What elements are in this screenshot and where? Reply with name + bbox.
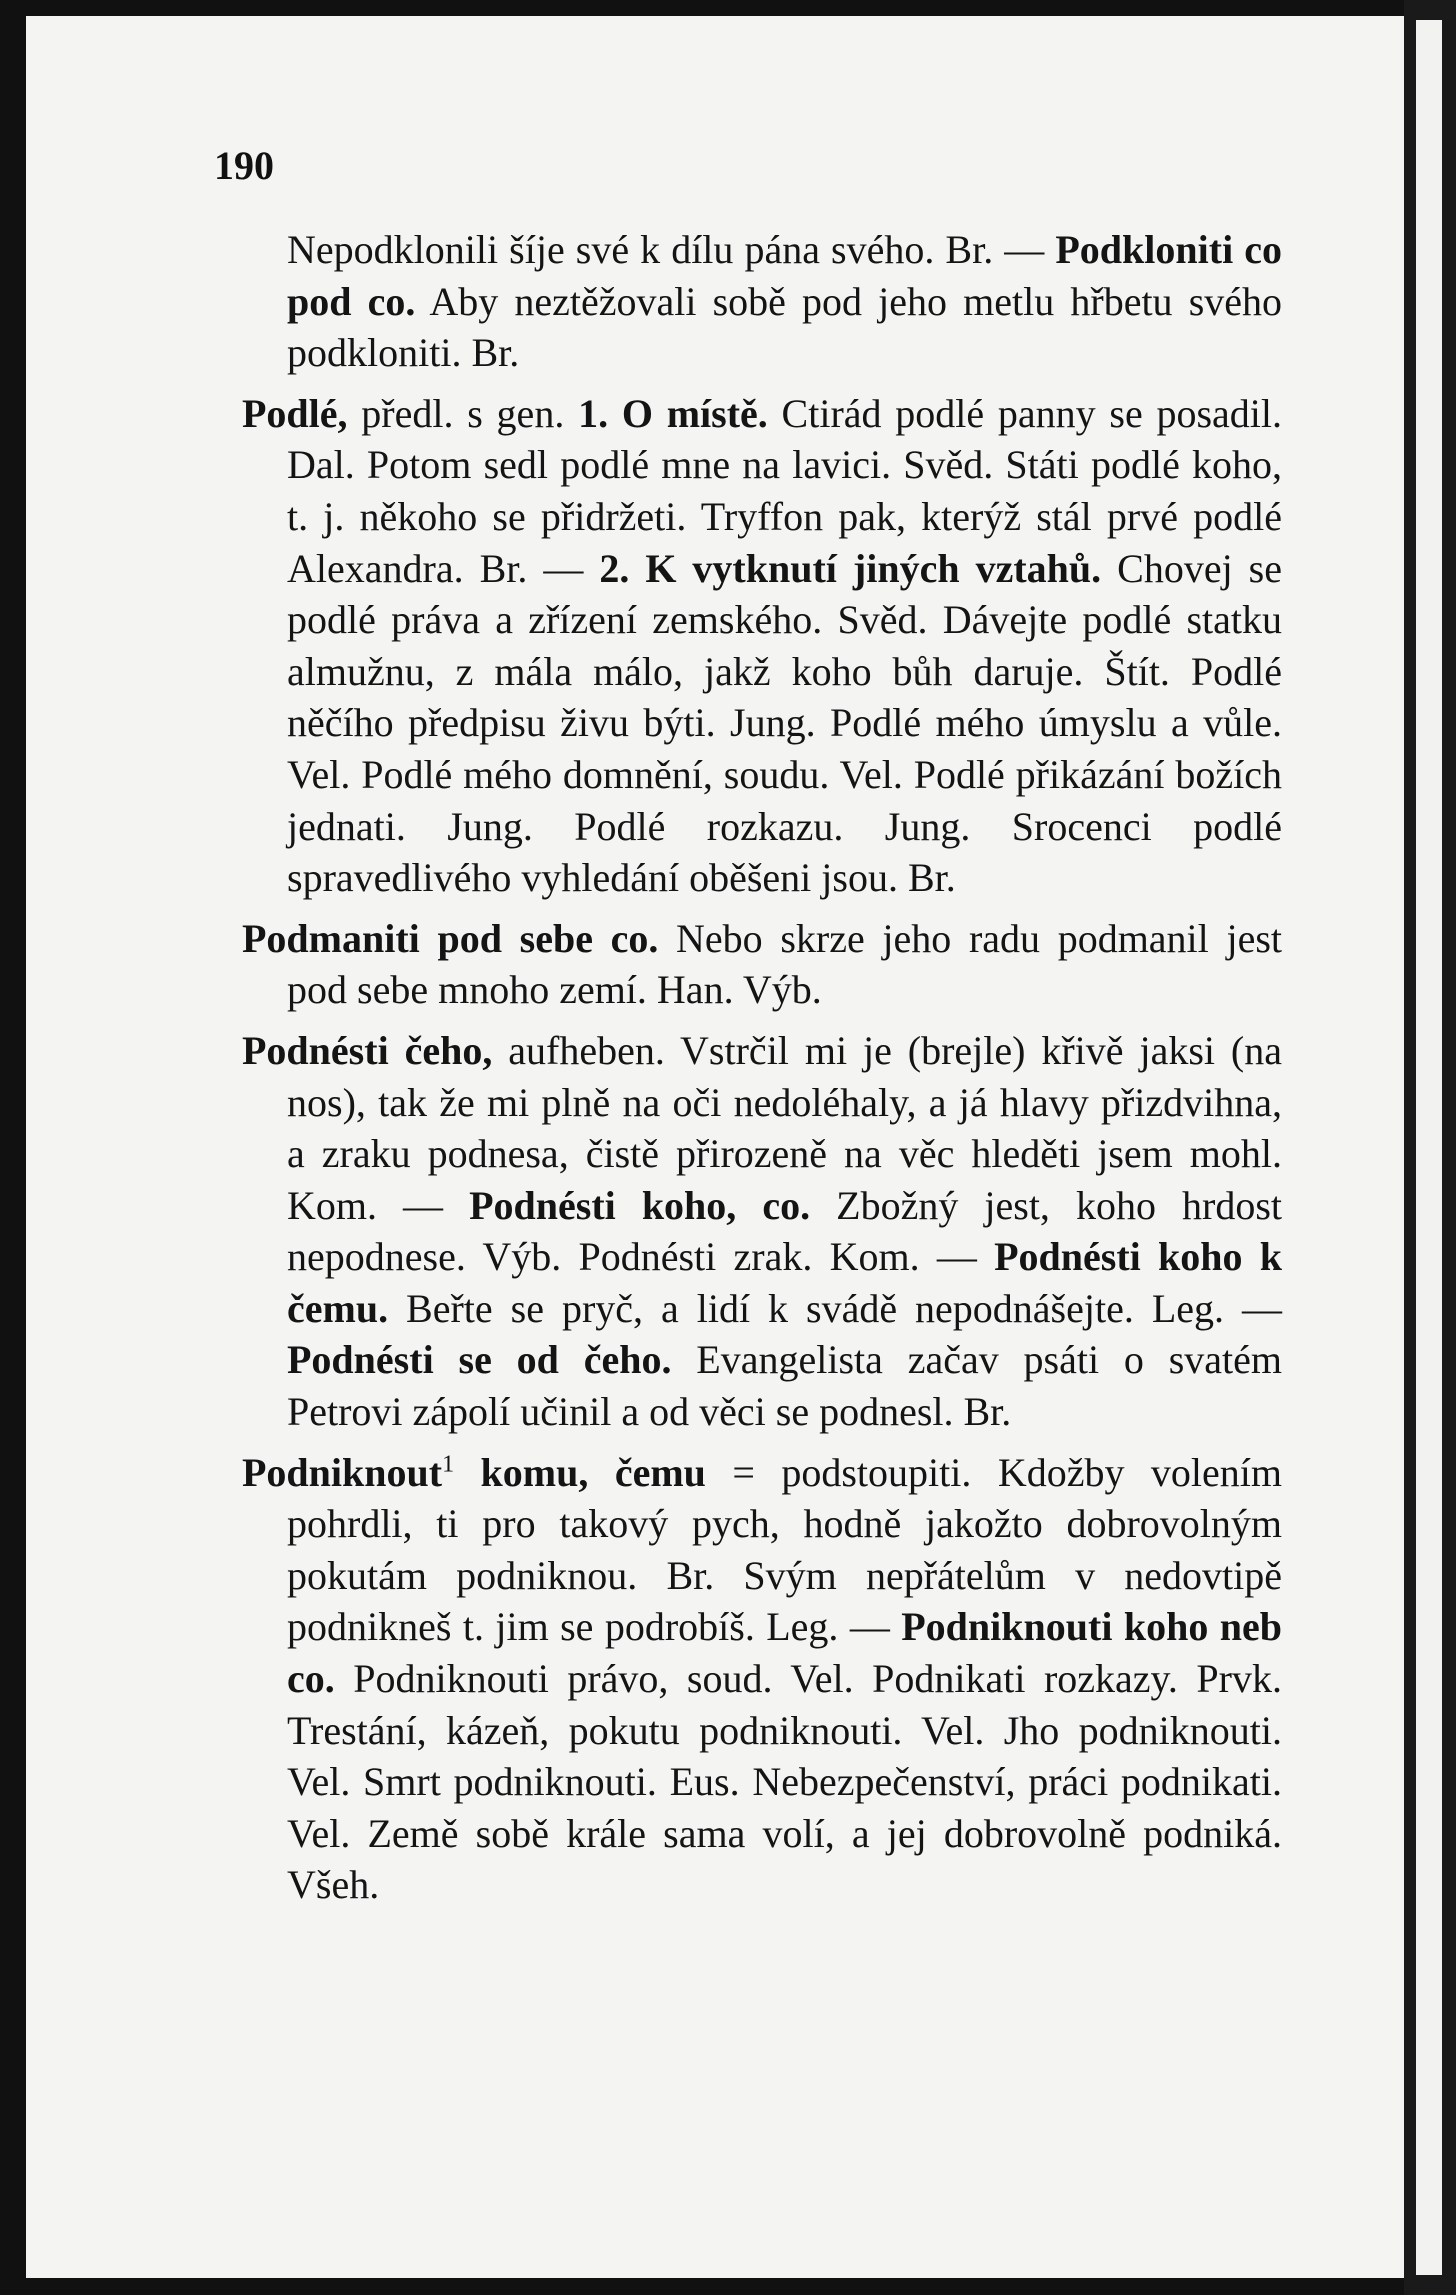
headword: Podniknouti koho neb co.: [287, 1604, 1282, 1702]
entry-text: předl. s gen.: [347, 390, 579, 436]
entry-text: Chovej se podlé práva a zřízení zemského. Svěd. Dávejte podlé statku almužnu, z mála málo, jakž koho bůh daruje. Štít. Podlé něčího předpisu živu býti. Jung. Podlé mého úmyslu a vůle. Vel. Podlé mého domnění, soudu. Vel. Podlé přikázání božích jednati. Jung. Podlé rozkazu. Jung. Srocenci podlé spravedlivého vyhledání oběšeni jsou. Br.: [287, 545, 1282, 901]
entry-text: Nepodklonili šíje své k dílu pána svého. Br. —: [287, 227, 1056, 272]
entry-text: Aby neztěžovali sobě pod jeho metlu hřbetu svého podkloniti. Br.: [287, 278, 1283, 376]
headword: 1. O místě.: [578, 390, 768, 436]
dictionary-entry: [242, 388, 1282, 904]
headword: komu, čemu: [454, 1449, 706, 1495]
entry-text: Beřte se pryč, a lidí k svádě nepodnášejte. Leg. —: [388, 1285, 1282, 1331]
entry-text: = podstoupiti. Kdožby volením pohrdli, ti pro takový pych, hodně jakožto dobrovolným pokutám podniknou. Br. Svým nepřátelům v nedovtipě podnikneš t. jim se podrobíš. Leg. —: [287, 1449, 1283, 1650]
headword: Podmaniti pod sebe co.: [242, 915, 659, 961]
headword: Podnésti koho, co.: [469, 1182, 811, 1228]
headword: 2. K vytknutí jiných vztahů.: [599, 545, 1102, 591]
dictionary-entry: [242, 1447, 1282, 1911]
superscript: 1: [442, 1451, 455, 1478]
headword: Podnésti čeho,: [242, 1027, 493, 1073]
dictionary-text: [242, 224, 1282, 1920]
dictionary-entry: [242, 1025, 1282, 1438]
headword: Podnésti koho k čemu.: [287, 1234, 1282, 1331]
dictionary-entry: [242, 913, 1282, 1016]
headword: Podnésti se od čeho.: [287, 1337, 672, 1383]
entry-text: Evangelista začav psáti o svatém Petrovi zápolí učinil a od věci se podnesl. Br.: [287, 1337, 1282, 1435]
entry-text: Ctirád podlé panny se posadil. Dal. Potom sedl podlé mne na lavici. Svěd. Státi podlé koho, t. j. někoho se přidržeti. Tryffon pak, kterýž stál prvé podlé Alexandra. Br. —: [287, 390, 1283, 591]
entry-text: Nebo skrze jeho radu podmanil jest pod sebe mnoho zemí. Han. Výb.: [287, 915, 1283, 1013]
page-number: 190: [214, 143, 274, 188]
headword: Podniknout: [242, 1449, 443, 1495]
entry-text: aufheben. Vstrčil mi je (brejle) křivě jaksi (na nos), tak že mi plně na oči nedoléhaly, a já hlavy přizdvihna, a zraku podnesa, čistě přirozeně na věc hleděti jsem mohl. Kom. —: [287, 1027, 1283, 1228]
headword: Podlé,: [242, 390, 348, 436]
headword: Podkloniti co pod co.: [287, 227, 1282, 324]
entry-text: Podniknouti právo, soud. Vel. Podnikati rozkazy. Prvk. Trestání, kázeň, pokutu podniknouti. Vel. Jho podniknouti. Vel. Smrt podniknouti. Eus. Nebezpečenství, práci podnikati. Vel. Země sobě krále sama volí, a jej dobrovolně podniká. Všeh.: [287, 1656, 1282, 1908]
adjacent-page-edge: [1404, 0, 1456, 2295]
paragraph: [242, 224, 1282, 379]
entry-text: Zbožný jest, koho hrdost nepodnese. Výb. Podnésti zrak. Kom. —: [287, 1182, 1283, 1280]
